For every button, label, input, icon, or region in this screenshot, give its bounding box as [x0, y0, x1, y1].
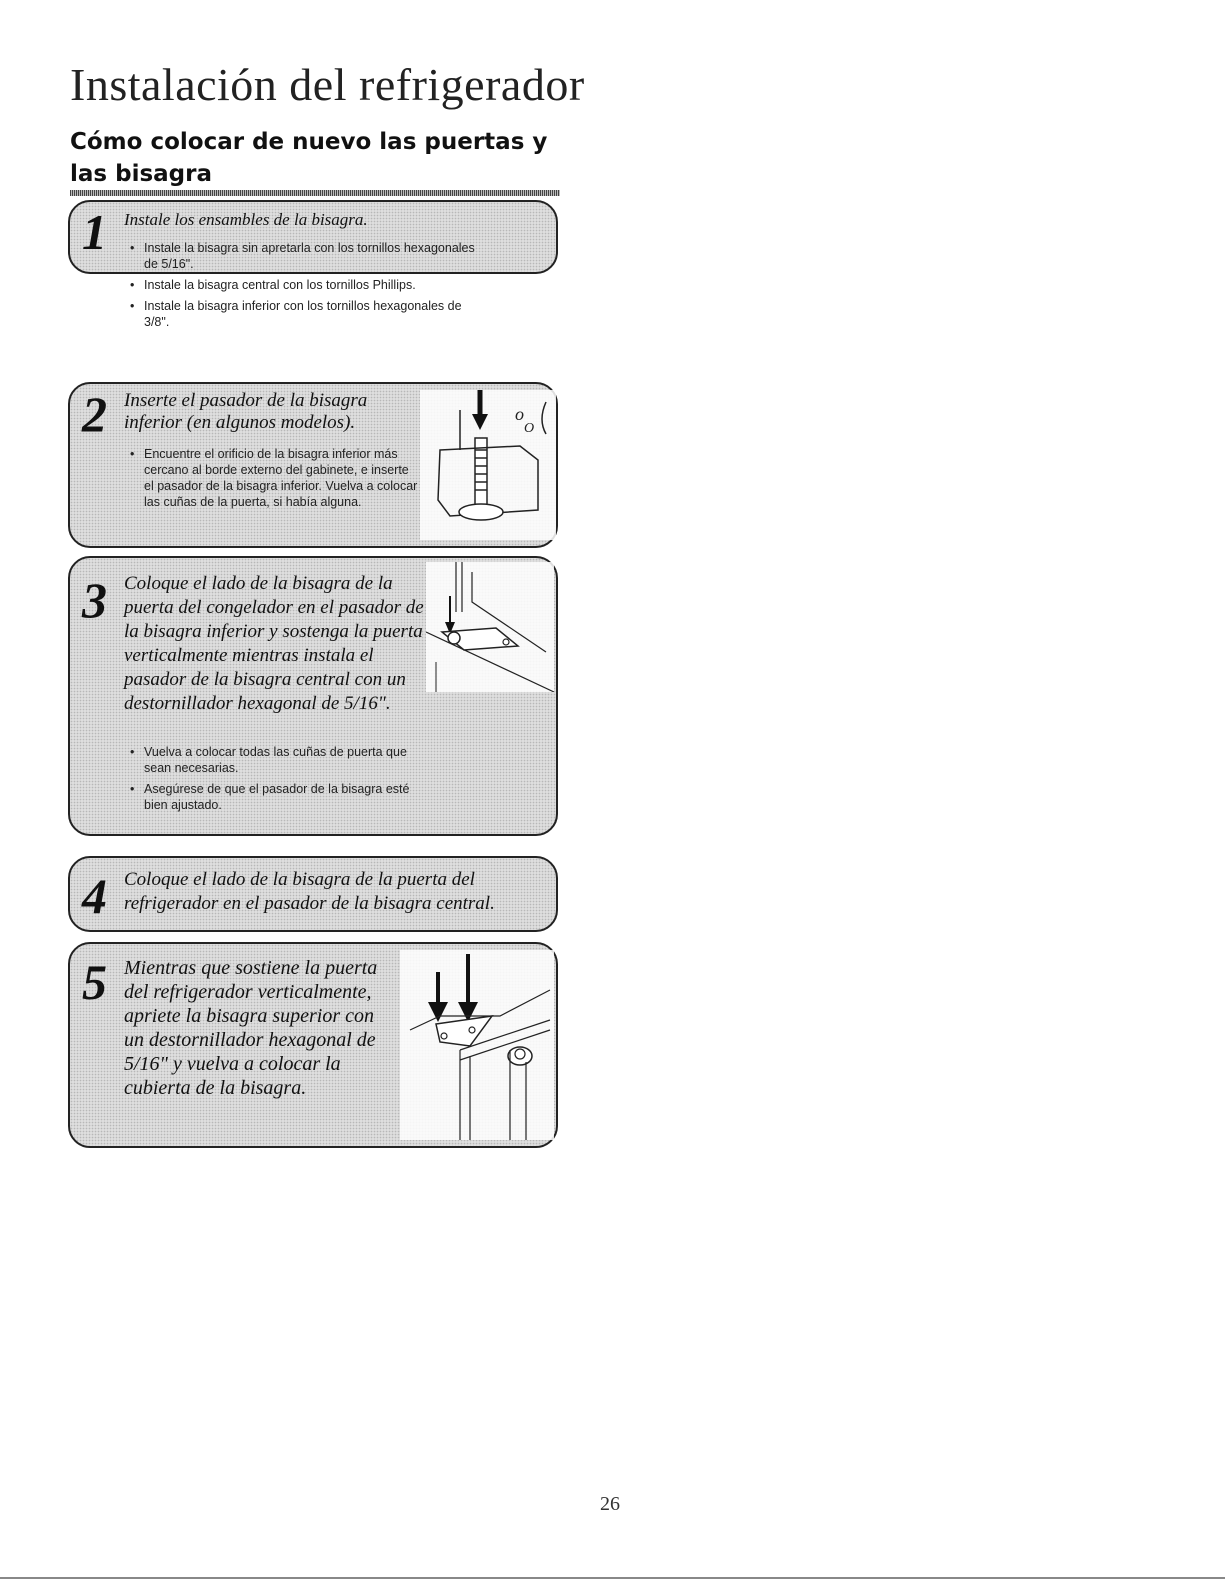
step-number: 3 [82, 572, 107, 628]
page-number: 26 [600, 1493, 620, 1515]
step-5-panel [68, 942, 558, 1148]
section-title: Cómo colocar de nuevo las puertas y las bisagra [70, 129, 548, 187]
step-heading: Mientras que sostiene la puerta del refrigerador verticalmente, apriete la bisagra superior con un destornillador hexagonal de 5/16" y vuelva a colocar la cubierta de la bisagra. [124, 957, 378, 1099]
bullet-item: • Encuentre el orificio de la bisagra inferior más cercano al borde externo del gabinete, e inserte el pasador de la bisagra inferior. Vuelva a colocar las cuñas de la puerta, si había alguna. [128, 446, 418, 510]
step-4-panel [68, 856, 558, 932]
bullet-item: • Instale la bisagra sin apretarla con los tornillos hexagonales de 5/16". [128, 240, 488, 272]
step-heading: Coloque el lado de la bisagra de la puerta del congelador en el pasador de la bisagra inferior y sostenga la puerta verticalmente mientras instala el pasador de la bisagra central con un destornillador hexagonal de 5/16". [124, 573, 424, 714]
bullet-item: • Instale la bisagra inferior con los tornillos hexagonales de 3/8". [128, 298, 488, 330]
bullet-item: • Vuelva a colocar todas las cuñas de puerta que sean necesarias. [128, 744, 418, 776]
step-2-panel [68, 382, 558, 548]
bullet-item: • Asegúrese de que el pasador de la bisagra esté bien ajustado. [128, 781, 418, 813]
freezer-door-hinge-illustration [426, 562, 554, 692]
top-hinge-illustration [400, 950, 554, 1140]
svg-text:O: O [524, 421, 535, 436]
bullet-item: • Instale la bisagra central con los tornillos Phillips. [128, 277, 488, 293]
step-number: 2 [82, 386, 107, 442]
step-heading: Instale los ensambles de la bisagra. [124, 210, 368, 229]
step-3-panel [68, 556, 558, 836]
step-1-panel [68, 200, 558, 329]
step-number: 4 [82, 868, 107, 924]
bottom-hinge-pin-illustration [420, 390, 556, 540]
step-heading: Inserte el pasador de la bisagra inferior (en algunos modelos). [124, 390, 368, 433]
step-bullets [128, 446, 418, 515]
step-number: 5 [82, 954, 107, 1010]
step-bullets [128, 744, 418, 818]
step-bullets [128, 240, 488, 335]
page-title: Instalación del refrigerador [70, 59, 585, 110]
svg-text:o: o [515, 404, 524, 424]
bottom-rule [0, 1577, 1225, 1579]
title-rule [70, 190, 560, 196]
step-number: 1 [82, 204, 107, 260]
step-heading: Coloque el lado de la bisagra de la puerta del refrigerador en el pasador de la bisagra central. [124, 869, 495, 914]
